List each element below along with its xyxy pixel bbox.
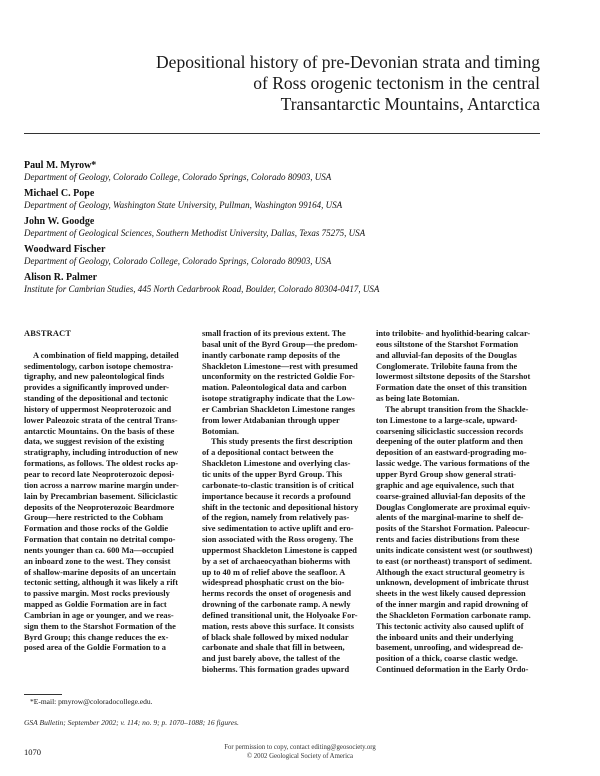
abstract-column-3 [376, 329, 536, 676]
abstract-text-line: and alluvial-fan deposits of the Douglas [376, 350, 517, 360]
abstract-text-line: deepening of the outer platform and then [376, 437, 523, 447]
abstract-text-line: ton Limestone to a large-scale, upward- [376, 415, 518, 425]
abstract-text-line: basal unit of the Byrd Group—the predom- [202, 339, 358, 349]
abstract-text-line: and just barely above, the tallest of the [202, 654, 341, 664]
abstract-text-line: Byrd Group; this change reduces the ex- [24, 632, 169, 642]
abstract-text-line: mation, rests above this surface. It consists [202, 621, 354, 631]
abstract-text-line: Douglas Conglomerate are proximal equiv- [376, 502, 531, 512]
abstract-text-line: inantly carbonate ramp deposits of the [202, 350, 340, 360]
author-affiliation: Department of Geology, Colorado College, Colorado Springs, Colorado 80903, USA [24, 256, 332, 266]
abstract-text-line: Continued deformation in the Early Ordo- [376, 665, 529, 675]
abstract-text-line: deposits of the Neoproterozoic Beardmore [24, 502, 175, 512]
abstract-text-line: position of a thick, coarse clastic wedge. [376, 654, 518, 664]
abstract-text-line: lain by Precambrian basement. Siliciclastic [24, 491, 178, 501]
abstract-text-line: upper Byrd Group show general strati- [376, 469, 516, 479]
abstract-text-line: mation. Paleontological data and carbon [202, 383, 347, 393]
journal-citation: GSA Bulletin; September 2002; v. 114; no. 9; p. 1070–1088; 16 figures. [24, 718, 239, 727]
abstract-text-line: bioherms. This formation grades upward [202, 665, 350, 675]
abstract-text-line: Although the exact structural geometry is [376, 567, 525, 577]
abstract-text-line: defined transitional unit, the Holyoake For- [202, 610, 358, 620]
abstract-text-line: as being late Botomian. [376, 394, 460, 404]
abstract-text-line: eous siltstone of the Starshot Formation [376, 339, 519, 349]
abstract-text-line: lowermost siltstone deposits of the Starshot [376, 372, 531, 382]
author-affiliation: Department of Geology, Colorado College, Colorado Springs, Colorado 80903, USA [24, 172, 332, 182]
abstract-text-line: rents and facies distributions from these [376, 535, 520, 545]
abstract-text-line: widespread phosphatic crust on the bio- [202, 578, 345, 588]
abstract-text-line: sheets in the west likely caused depression [376, 589, 526, 599]
abstract-text-line: drowning of the carbonate ramp. A newly [202, 600, 351, 610]
title-line: Depositional history of pre-Devonian strata and timing [156, 52, 540, 72]
abstract-text-line: tectonic setting, although it was likely a rift [24, 578, 178, 588]
author-name: Paul M. Myrow* [24, 160, 97, 171]
abstract-text-line: mapped as Goldie Formation are in fact [24, 600, 167, 610]
abstract-text-line: sedimentology, carbon isotope chemostra- [24, 361, 174, 371]
abstract-text-line: shift in the tectonic and depositional history [202, 502, 359, 512]
abstract-text-line: isotope stratigraphy indicate that the Low- [202, 394, 355, 404]
abstract-text-line: posits of the Starshot Formation. Paleocur- [376, 524, 530, 534]
abstract-text-line: Group—here restricted to the Cobham [24, 513, 164, 523]
abstract-text-line: of the region, namely from relatively pas- [202, 513, 350, 523]
abstract-text-line: Shackleton Limestone and overlying clas- [202, 459, 351, 469]
abstract-text-line: er Cambrian Shackleton Limestone ranges [202, 404, 355, 414]
abstract-text-line: of a depositional contact between the [202, 448, 334, 458]
abstract-text-line: deposition of an eastward-prograding mo- [376, 448, 527, 458]
abstract-text-line: Conglomerate. Trilobite fauna from the [376, 361, 518, 371]
abstract-text-line: of the inner margin and rapid drowning of [376, 600, 529, 610]
abstract-text-line: small fraction of its previous extent. The [202, 329, 346, 338]
abstract-text-line: coarse-grained alluvial-fan deposits of the [376, 491, 526, 501]
abstract-text-line: to passive margin. Most rocks previously [24, 589, 170, 599]
abstract-text-line: This study presents the first description [211, 437, 353, 447]
abstract-column-1-body [24, 351, 184, 655]
author-name: Michael C. Pope [24, 188, 95, 199]
abstract-text-line: data, we suggest revision of the existing [24, 437, 165, 447]
title-line: of Ross orogenic tectonism in the central [253, 73, 540, 93]
abstract-column-1 [24, 329, 184, 654]
abstract-text-line: pear to record late Neoproterozoic deposi- [24, 469, 175, 479]
abstract-text-line: unknown, development of imbricate thrust [376, 578, 529, 588]
abstract-column-2-body [202, 329, 362, 676]
abstract-text-line: uppermost Shackleton Limestone is capped [202, 545, 357, 555]
abstract-text-line: antarctic Mountains. On the basis of these [24, 426, 175, 436]
abstract-text-line: the inboard units and their underlying [376, 632, 514, 642]
author-name: Woodward Fischer [24, 244, 106, 255]
abstract-text-line: The abrupt transition from the Shackle- [385, 404, 529, 414]
author-name: John W. Goodge [24, 216, 95, 227]
permission-notice [0, 744, 600, 761]
paper-title [60, 52, 540, 115]
abstract-text-line: basement, unroofing, and widespread de- [376, 643, 524, 653]
abstract-text-line: to east (or northeast) transport of sediment. [376, 556, 532, 566]
abstract-text-line: carbonate and shale that fill in between, [202, 643, 345, 653]
abstract-text-line: herms records the onset of orogenesis and [202, 589, 352, 599]
abstract-text-line: Cambrian in age or younger, and we reas- [24, 610, 174, 620]
abstract-text-line: the Shackleton Formation carbonate ramp. [376, 610, 531, 620]
page-number: 1070 [24, 747, 41, 757]
abstract-text-line: lower Paleozoic strata of the central Trans- [24, 415, 178, 425]
abstract-text-line: of shallow-marine deposits of an uncertain [24, 567, 176, 577]
abstract-text-line: tion across a narrow marine margin under- [24, 480, 179, 490]
abstract-heading: ABSTRACT [24, 329, 72, 338]
abstract-text-line: standing of the depositional and tectonic [24, 394, 169, 404]
abstract-text-line: nents younger than ca. 600 Ma—occupied [24, 545, 174, 555]
abstract-text-line: of black shale followed by mixed nodular [202, 632, 349, 642]
author-affiliation: Department of Geological Sciences, Southern Methodist University, Dallas, Texas 75275, USA [24, 228, 366, 238]
abstract-text-line: unconformity on the restricted Goldie For- [202, 372, 355, 382]
abstract-text-line: Shackleton Limestone—rest with presumed [202, 361, 358, 371]
abstract-text-line: Botomian. [202, 426, 239, 436]
permission-line: For permission to copy, contact editing@geosociety.org [224, 744, 376, 751]
footnote-email: *E-mail: pmyrow@coloradocollege.edu. [30, 697, 153, 706]
author-affiliation: Department of Geology, Washington State University, Pullman, Washington 99164, USA [24, 200, 343, 210]
abstract-text-line: graphic and age equivalence, such that [376, 480, 515, 490]
abstract-text-line: by a set of archaeocyathan bioherms with [202, 556, 351, 566]
abstract-column-2 [202, 329, 362, 676]
author-list [24, 160, 544, 300]
abstract-text-line: sive sedimentation to active uplift and ero- [202, 524, 354, 534]
abstract-text-line: Formation and those rocks of the Goldie [24, 524, 169, 534]
copyright-line: © 2002 Geological Society of America [246, 752, 354, 760]
abstract-text-line: an inboard zone to the west. They consist [24, 556, 171, 566]
abstract-text-line: sign them to the Starshot Formation of the [24, 621, 176, 631]
abstract-text-line: alents of the marginal-marine to shelf de- [376, 513, 524, 523]
abstract-text-line: from lower Atdabanian through upper [202, 415, 340, 425]
title-line: Transantarctic Mountains, Antarctica [280, 94, 540, 114]
abstract-text-line: Formation date the onset of this transition [376, 383, 527, 393]
abstract-text-line: Formation that contain no detrital compo- [24, 535, 176, 545]
title-divider [24, 133, 540, 134]
abstract-text-line: lassic wedge. The various formations of the [376, 459, 530, 469]
author-affiliation: Institute for Cambrian Studies, 445 North Cedarbrook Road, Boulder, Colorado 80304-0417, USA [24, 284, 380, 294]
abstract-text-line: provides a significantly improved under- [24, 383, 170, 393]
author-name: Alison R. Palmer [24, 272, 98, 283]
abstract-text-line: stratigraphy, including introduction of new [24, 448, 179, 458]
abstract-text-line: tigraphy, and new paleontological finds [24, 372, 165, 382]
footnote-divider [24, 694, 62, 695]
abstract-text-line: formations, as follows. The oldest rocks ap- [24, 459, 179, 469]
abstract-text-line: units indicate consistent west (or southwest) [376, 545, 533, 555]
abstract-text-line: This tectonic activity also caused uplift of [376, 621, 524, 631]
abstract-text-line: A combination of field mapping, detailed [33, 350, 179, 360]
abstract-text-line: posed area of the Goldie Formation to a [24, 643, 166, 653]
abstract-text-line: sion associated with the Ross orogeny. The [202, 535, 354, 545]
abstract-text-line: carbonate-to-clastic transition is of critical [202, 480, 354, 490]
abstract-text-line: history of uppermost Neoproterozoic and [24, 404, 172, 414]
abstract-text-line: coarsening siliciclastic succession records [376, 426, 524, 436]
abstract-text-line: up to 40 m of relief above the seafloor. A [202, 567, 346, 577]
abstract-text-line: tic units of the upper Byrd Group. This [202, 469, 343, 479]
abstract-text-line: importance because it records a profound [202, 491, 351, 501]
abstract-column-3-body [376, 329, 536, 676]
abstract-text-line: into trilobite- and hyolithid-bearing calcar- [376, 329, 531, 338]
